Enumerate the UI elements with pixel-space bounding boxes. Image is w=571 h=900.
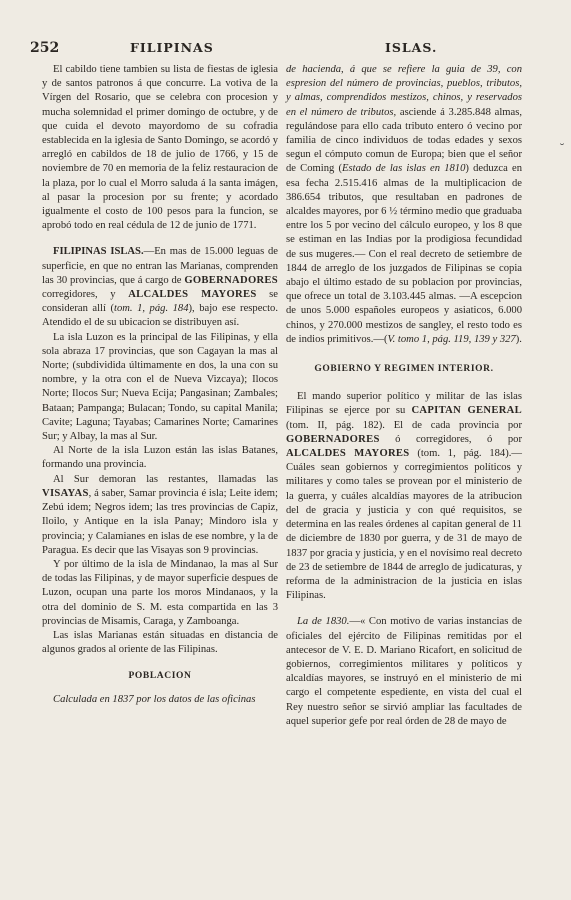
section-heading-poblacion: POBLACION bbox=[128, 671, 192, 682]
paragraph-marianas: Las islas Marianas están situadas en distancia de algunos grados al oriente de las Filipinas. bbox=[42, 629, 278, 656]
paragraph-filipinas-islas: FILIPINAS ISLAS.—En mas de 15.000 leguas de superficie, en que no entran las Marianas, comprenden las 30 provincias, que á cargo de GOBERNADORES corregidores, y ALCALDES MAYORES se consideran allí (tom. 1, pág. 184), bajo ese respecto. Atendido el de su ubicacion se distribuyen así. bbox=[42, 246, 279, 329]
running-header bbox=[30, 40, 541, 58]
header-left-title: FILIPINAS bbox=[130, 40, 214, 55]
right-column bbox=[286, 63, 522, 729]
paragraph-batanes: Al Norte de la isla Luzon están las islas Batanes, formando una provincia. bbox=[42, 445, 278, 471]
paragraph-luzon: La isla Luzon es la principal de las Filipinas, y ella sola abraza 17 provincias, que son Cagayan la mas al Norte; (subdividida últimamente en dos, la una con su nombre, y la otra con el de Nueva Vizcaya); Ilocos Norte; Ilocos Sur; Nueva Ecija; Pangasinan; Zambales; Bataan; Pampanga; Bulacan; Tondo, su capital Manila; Cavite; Laguna; Tayabas; Camarines Norte; Camarines Sur; y Albay, la mas al Sur. bbox=[42, 331, 278, 443]
entry-headword: FILIPINAS ISLAS. bbox=[53, 246, 144, 258]
paragraph-de-1830: La de 1830.—« Con motivo de varias instancias de oficiales del ejército de Filipinas remitidas por el antecesor de V. E. D. Mariano Ricafort, en solicitud de gobiernos, corregimientos militares y políticos y alcaldías mayores, se instruyó en el ministerio de mi cargo el competente espediente, en vista del cual el Rey nuestro señor se sirvió ampliar las facultades de aquel superior gefe por real órden de 28 de mayo de bbox=[286, 616, 522, 727]
paragraph-mando-superior: El mando superior político y militar de las islas Filipinas se ejerce por su CAPITAN GENERAL (tom. II, pág. 182). El de cada provincia por GOBERNADORES ó corregidores, ó por ALCALDES MAYORES (tom. 1, pág. 184).—Cuáles sean gobiernos y corregimientos políticos y militares y como tales se provean por el ministerio de la guerra, y cuáles alcaldías mayores de la atribucion del de gracia y justicia y con qué requisitos, se determina en las reales órdenes al capitan general de 11 de diciembre de 1830 por guerra, y de 31 de mayo de 1837 por gracia y justicia, y en el novísimo real decreto de 23 de setiembre de 1844 de arreglo de judicaturas, y reforma de la administracion de la justicia en islas Filipinas. bbox=[286, 391, 522, 602]
paragraph-poblacion-start: Calculada en 1837 por los datos de las oficinas bbox=[53, 693, 256, 705]
left-column bbox=[42, 63, 278, 707]
paragraph-cabildo: El cabildo tiene tambien su lista de fiestas de iglesia y de santos patronos á que concurre. La votiva de la Vírgen del Rosario, que se celebra con procesion y mucha solemnidad el primer domingo de octubre, y de que cuida el devoto mayordomo de su cofradia establecida en la iglesia de Santo Domingo, se acordó y arregló en cabildos de 18 de julio de 1766, y 15 de noviembre de 70 en memoria de la feliz restauracion de la plaza, por lo cual el Morro saluda á la santa imágen, al pasar la procesion por su frente; y acordado igualmente el costo de 100 pesos para la funcion, se aprobó todo en real cédula de 12 de junio de 1771. bbox=[42, 64, 278, 232]
paragraph-mindanao: Y por último de la isla de Mindanao, la mas al Sur de todas las Filipinas, y de mayor superficie despues de Luzon, ocupan una parte los moros Mindanaos, y la otra del dominio de S. M. esta compartida en las 3 provincias de Misamis, Caraga, y Zamboanga. bbox=[42, 558, 278, 627]
paragraph-poblacion-cont: de hacienda, á que se refiere la guia de 39, con espresion del número de provincias, pueblos, tributos, y almas, comprendidos mestizos, chinos, y reservados en el número de tributos, asciende á 3.285.848 almas, regulándose para ello cada tributo entero ó vecino por familia de cinco individuos de todas edades y sexos segun el cómputo comun de Europa; bien que el señor de Coming (Estado de las islas en 1810) deduzca en esa fecha 2.515.416 almas de la multiplicacion de 386.654 tributos, que resultaban en padrones de alcaldes mayores, por 6 ½ término medio que graduaba entre los 5 por vecino del cálculo europeo, y los 8 que se estiman en las Indias por la prodigiosa fecundidad de sus mugeres.— Con el real decreto de setiembre de 1844 de arreglo de los juzgados de Filipinas se copia abajo el último estado de su poblacion por provincias, que ofrece un total de 3.103.445 almas. —A escepcion de unos 5.000 españoles europeos y asiaticos, 6.000 chinos, y 270.000 mestizos de sangley, el resto todo es de indios primitivos.—(V. tomo 1, pág. 119, 139 y 327). bbox=[286, 64, 522, 345]
paragraph-visayas: Al Sur demoran las restantes, llamadas las VISAYAS, á saber, Samar provincia é isla; Leite idem; Zebú idem; Negros idem; las tres provincias de Capiz, Iloilo, y Antique en la isla Panay; Mindoro isla y provincia; y Calamianes en islas de ese nombre, y la de Paragua. Es decir que las Visayas son 9 provincias. bbox=[42, 473, 278, 556]
margin-mark: ˘ bbox=[559, 142, 565, 156]
header-right-title: ISLAS. bbox=[385, 40, 438, 55]
section-heading-gobierno: GOBIERNO Y REGIMEN INTERIOR. bbox=[314, 364, 494, 375]
page-number: 252 bbox=[30, 40, 60, 56]
